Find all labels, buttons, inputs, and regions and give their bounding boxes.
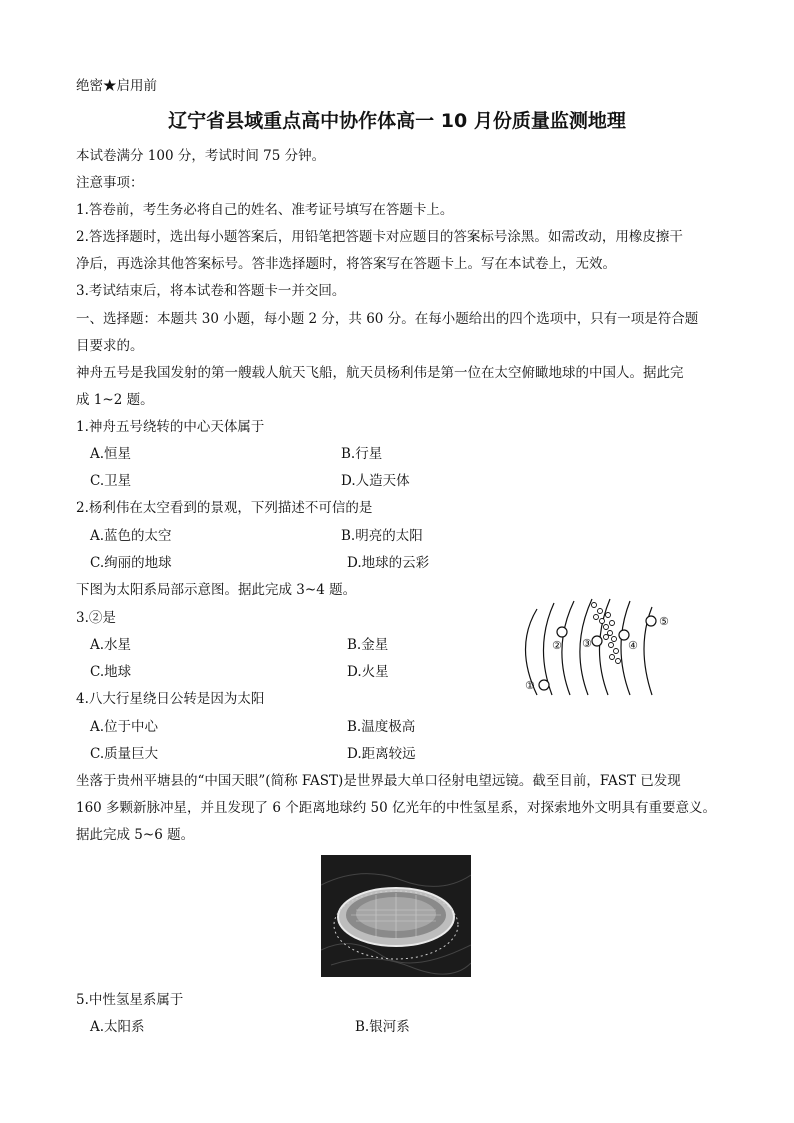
q3-option-b: B.金星 xyxy=(347,637,389,653)
solar-system-diagram xyxy=(512,597,682,697)
planet-5-marker xyxy=(646,616,656,626)
q2-stem: 2.杨利伟在太空看到的景观，下列描述不可信的是 xyxy=(76,500,373,516)
q2-option-a: A.蓝色的太空 xyxy=(90,528,172,544)
q3-stem: 3.②是 xyxy=(76,610,116,626)
q4-option-d: D.距离较远 xyxy=(347,746,416,762)
passage2: 下图为太阳系局部示意图。据此完成 3~4 题。 xyxy=(76,582,357,598)
notice-3: 3.考试结束后，将本试卷和答题卡一并交回。 xyxy=(76,283,346,299)
page-title: 辽宁省县域重点高中协作体高一 10 月份质量监测地理 xyxy=(168,110,626,132)
passage1-a: 神舟五号是我国发射的第一艘载人航天飞船，航天员杨利伟是第一位在太空俯瞰地球的中国人。据此完 xyxy=(76,365,684,381)
passage3-b: 160 多颗新脉冲星，并且发现了 6 个距离地球约 50 亿光年的中性氢星系，对探索地外文明具有重要意义。 xyxy=(76,800,716,816)
diagram-label-5: ⑤ xyxy=(659,615,669,628)
diagram-label-1: ① xyxy=(525,679,535,692)
planet-1-marker xyxy=(539,680,549,690)
q3-option-c: C.地球 xyxy=(90,664,132,680)
planet-2-marker xyxy=(557,627,567,637)
q1-option-b: B.行星 xyxy=(341,446,383,462)
q3-option-a: A.水星 xyxy=(90,637,132,653)
q1-option-d: D.人造天体 xyxy=(341,473,410,489)
q1-option-a: A.恒星 xyxy=(90,446,132,462)
section-heading-b: 目要求的。 xyxy=(76,338,144,354)
q1-stem: 1.神舟五号绕转的中心天体属于 xyxy=(76,419,265,435)
passage1-b: 成 1~2 题。 xyxy=(76,392,154,408)
section-heading-a: 一、选择题：本题共 30 小题，每小题 2 分，共 60 分。在每小题给出的四个选项中，只有一项是符合题 xyxy=(76,311,699,327)
q3-option-d: D.火星 xyxy=(347,664,389,680)
notice-2b: 净后，再选涂其他答案标号。答非选择题时，将答案写在答题卡上。写在本试卷上，无效。 xyxy=(76,256,616,272)
score-time: 本试卷满分 100 分，考试时间 75 分钟。 xyxy=(76,148,326,164)
diagram-label-3: ③ xyxy=(582,637,592,650)
q4-option-b: B.温度极高 xyxy=(347,719,416,735)
confidential-mark: 绝密★启用前 xyxy=(76,78,157,94)
notice-2a: 2.答选择题时，选出每小题答案后，用铅笔把答题卡对应题目的答案标号涂黑。如需改动，用橡皮擦干 xyxy=(76,229,683,245)
q1-option-c: C.卫星 xyxy=(90,473,132,489)
notice-1: 1.答卷前，考生务必将自己的姓名、准考证号填写在答题卡上。 xyxy=(76,202,454,218)
fast-telescope-photo xyxy=(321,855,471,977)
q2-option-c: C.绚丽的地球 xyxy=(90,555,172,571)
q4-stem: 4.八大行星绕日公转是因为太阳 xyxy=(76,691,265,707)
q2-option-d: D.地球的云彩 xyxy=(347,555,430,571)
passage3-c: 据此完成 5~6 题。 xyxy=(76,827,195,843)
passage3-a: 坐落于贵州平塘县的“中国天眼”(简称 FAST)是世界最大单口径射电望远镜。截至目前，FAST 已发现 xyxy=(76,773,681,789)
diagram-label-2: ② xyxy=(552,639,562,652)
q4-option-a: A.位于中心 xyxy=(90,719,159,735)
q5-option-a: A.太阳系 xyxy=(90,1019,145,1035)
q2-option-b: B.明亮的太阳 xyxy=(341,528,423,544)
q4-option-c: C.质量巨大 xyxy=(90,746,159,762)
notice-title: 注意事项： xyxy=(76,175,144,191)
planet-3-marker xyxy=(592,636,602,646)
q5-stem: 5.中性氢星系属于 xyxy=(76,992,184,1008)
diagram-label-4: ④ xyxy=(628,639,638,652)
q5-option-b: B.银河系 xyxy=(355,1019,410,1035)
